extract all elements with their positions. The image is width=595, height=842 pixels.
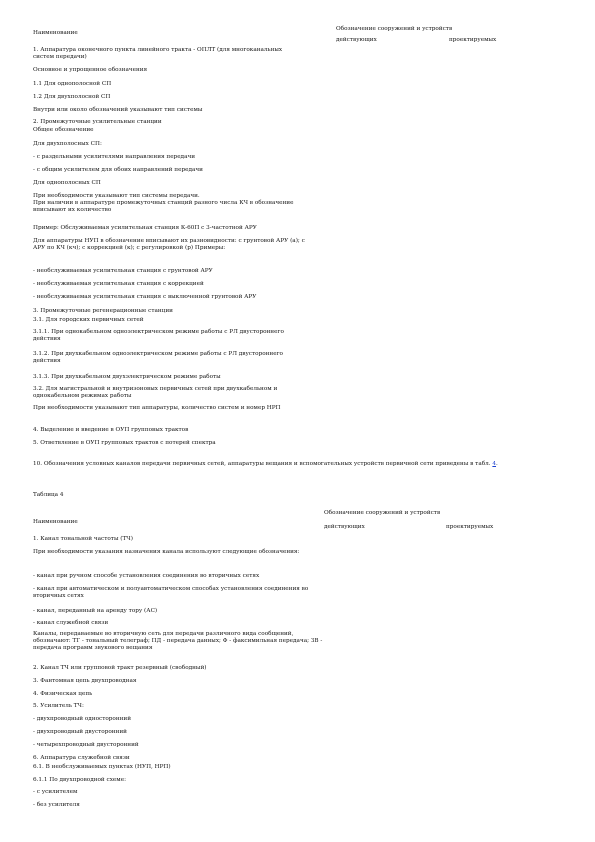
table1-header-designation: Обозначение сооружений и устройств xyxy=(336,26,453,32)
table2-row: - канал при автоматическом и полуавтоматическом способах установления соединения во вторичных сетях xyxy=(33,586,309,599)
paragraph-after: . xyxy=(496,461,498,467)
table2-row: - без усилителя xyxy=(33,802,80,808)
table2-row: 6. Аппаратура служебной связи xyxy=(33,755,130,761)
table2-row: 6.1. В необслуживаемых пунктах (НУП, НРП) xyxy=(33,764,171,770)
table2-header-designation: Обозначение сооружений и устройств xyxy=(324,510,441,516)
table1-row: 3.1.2. При двухкабельном одноэлектрическом режиме работы с РЛ двустороннего действия xyxy=(33,351,283,364)
table1-row: При необходимости указывают тип системы передачи. xyxy=(33,193,200,199)
table1-row: При наличии в аппаратуре промежуточных станций разного числа КЧ в обозначение вписывают их количество xyxy=(33,200,294,213)
table1-row: Общее обозначение xyxy=(33,127,94,133)
table2-row: Каналы, передаваемые во вторичную сеть для передачи различного вида сообщений, обозначают: ТГ - тональный телеграф; ПД - передача данных; Ф - факсимильная передача; ЗВ - передача программ звукового вещания xyxy=(33,631,323,651)
table1-row: 5. Ответвление в ОУП групповых трактов с потерей спектра xyxy=(33,440,216,446)
table1-row: Внутри или около обозначений указывают тип системы xyxy=(33,107,203,113)
table2-row: 1. Канал тональной частоты (ТЧ) xyxy=(33,536,133,542)
paragraph-text: 10. Обозначения условных каналов передачи первичных сетей, аппаратуры вещания и вспомогательных устройств первичной сети приведены в табл. xyxy=(33,461,491,467)
table1-row: - с общим усилителем для обоих направлений передачи xyxy=(33,167,203,173)
table2-row: 6.1.1 По двухпроводной схеме: xyxy=(33,777,126,783)
table-caption: Таблица 4 xyxy=(33,492,64,498)
table1-row: - необслуживаемая усилительная станция с грунтовой АРУ xyxy=(33,268,213,274)
table1-row: Основное и упрощенное обозначения xyxy=(33,67,148,73)
table2-row: 2. Канал ТЧ или групповой тракт резервный (свободный) xyxy=(33,665,207,671)
table1-row: 3.1. Для городских первичных сетей xyxy=(33,317,144,323)
table1-row: 2. Промежуточные усилительные станции xyxy=(33,119,162,125)
table1-row: 1.2 Для двухполосной СП xyxy=(33,94,111,100)
table1-row: 1.1 Для однополосной СП xyxy=(33,81,112,87)
table1-row: 3.1.3. При двухкабельном двухэлектрическом режиме работы xyxy=(33,374,221,380)
table1-row: - с раздельными усилителями направления передачи xyxy=(33,154,196,160)
table2-row: - двухпроводный двусторонний xyxy=(33,729,127,735)
table1-row: Пример: Обслуживаемая усилительная станция К-60П с 3-частотной АРУ xyxy=(33,225,257,231)
table2-header-existing: действующих xyxy=(324,524,365,530)
table2-header-name: Наименование xyxy=(33,519,78,525)
table2-row: 4. Физическая цепь xyxy=(33,691,93,697)
table2-row: - канал при ручном способе установления соединения во вторичных сетях xyxy=(33,573,260,579)
table1-row: Для аппаратуры НУП в обозначение вписывают их разновидности: с грунтовой АРУ (а); с АРУ по КЧ (кч); с коррекцией (к); с регулировкой (р) Примеры: xyxy=(33,238,305,251)
table1-row: 3.2. Для магистральной и внутризоновых первичных сетей при двухкабельном и однокабельном режимах работы xyxy=(33,386,278,399)
table2-row: - двухпроводный односторонний xyxy=(33,716,132,722)
table2-row: - канал служебной связи xyxy=(33,620,109,626)
table1-header-planned: проектируемых xyxy=(449,37,497,43)
table1-row: - необслуживаемая усилительная станция с коррекцией xyxy=(33,281,204,287)
table2-row: - с усилителем xyxy=(33,789,78,795)
table1-row: Для однополосных СП xyxy=(33,180,101,186)
table-4-link[interactable]: 4 xyxy=(492,461,497,467)
table1-row: Для двухполосных СП: xyxy=(33,141,102,147)
table1-row: 4. Выделение и введение в ОУП групповых трактов xyxy=(33,427,189,433)
table2-header-planned: проектируемых xyxy=(446,524,494,530)
table2-row: 5. Усилитель ТЧ: xyxy=(33,703,84,709)
table1-header-name: Наименование xyxy=(33,30,78,36)
reference-paragraph xyxy=(33,461,573,468)
table2-row: - канал, переданный на аренду тору (АС) xyxy=(33,608,158,614)
table1-row: При необходимости указывают тип аппаратуры, количество систем и номер НРП xyxy=(33,405,281,411)
table1-header-existing: действующих xyxy=(336,37,377,43)
table1-row: - необслуживаемая усилительная станция с выключенной грунтовой АРУ xyxy=(33,294,257,300)
table1-row: 1. Аппаратура оконечного пункта линейного тракта - ОПЛТ (для многоканальных систем передачи) xyxy=(33,47,283,60)
table1-row: 3.1.1. При однокабельном одноэлектрическом режиме работы с РЛ двустороннего действия xyxy=(33,329,284,342)
table2-row: При необходимости указания назначения канала используют следующие обозначения: xyxy=(33,549,300,555)
table1-row: 3. Промежуточные регенерационные станции xyxy=(33,308,173,314)
table2-row: - четырехпроводный двусторонний xyxy=(33,742,139,748)
table2-row: 3. Фантомная цепь двухпроводная xyxy=(33,678,137,684)
